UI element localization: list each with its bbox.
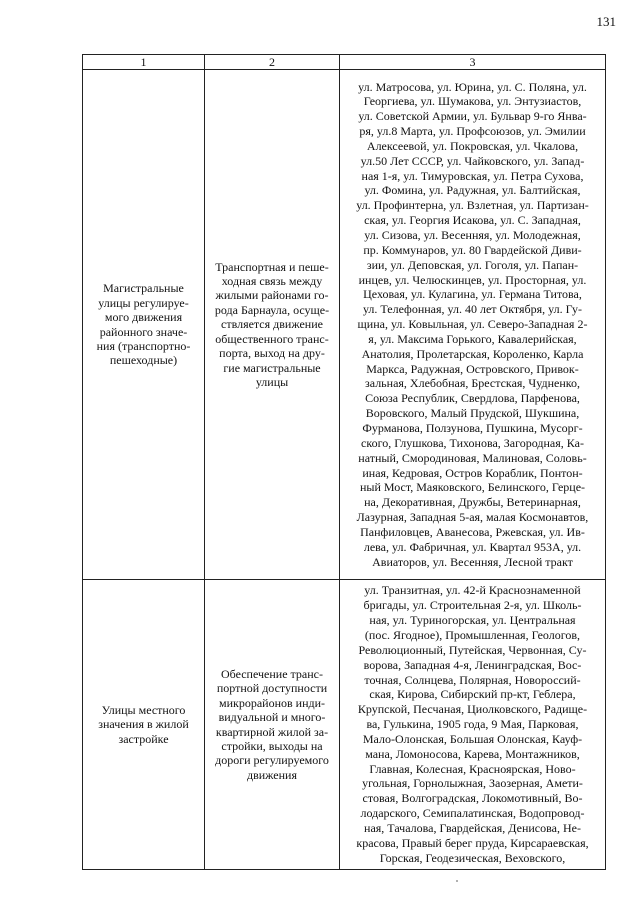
text-line: ря, ул.8 Марта, ул. Профсоюзов, ул. Эмилии xyxy=(359,124,586,139)
text-line: натный, Смородиновая, Малиновая, Соловь- xyxy=(358,450,587,465)
street-list-cell xyxy=(340,70,606,580)
text-line: Алексеевой, ул. Покровская, ул. Чкалова, xyxy=(366,138,579,153)
text-line: (пос. Ягодное), Промышленная, Геологов, xyxy=(364,628,581,643)
text-line: ствляется движение xyxy=(221,317,323,332)
text-line: лева, ул. Фабричная, ул. Квартал 953А, ул. xyxy=(363,539,582,554)
text-line: ул. Транзитная, ул. 42-й Краснознаменной xyxy=(364,583,581,598)
text-line: мана, Ломоносова, Карева, Монтажников, xyxy=(365,746,580,761)
text-line: ул. Фомина, ул. Радужная, ул. Балтийская, xyxy=(364,183,581,198)
text-line: лодарского, Семипалатинская, Водопровод- xyxy=(360,806,585,821)
text-line: стройки, выходы на xyxy=(221,738,323,753)
text-line: улицы регулируе- xyxy=(98,295,189,310)
text-line: щина, ул. Ковыльная, ул. Северо-Западная 2- xyxy=(357,317,588,332)
text-line: ул. Советской Армии, ул. Бульвар 9-го Янва- xyxy=(358,109,587,124)
text-line: ния (транспортно- xyxy=(96,338,191,353)
text-line: Фурманова, Ползунова, Пушкина, Мусорг- xyxy=(362,420,583,435)
text-line: угольная, Горнолыжная, Заозерная, Амети- xyxy=(362,776,583,791)
text-line: ского, Глушкова, Тихонова, Загородная, Ка- xyxy=(361,435,584,450)
text-line: Горская, Геодезическая, Веховского, xyxy=(379,850,566,865)
text-line: ная, Тачалова, Гвардейская, Денисова, Не- xyxy=(364,820,581,835)
text-line: пешеходные) xyxy=(109,353,178,368)
text-line: Авиаторов, ул. Весенняя, Лесной тракт xyxy=(372,554,573,569)
text-line: Обеспечение транс- xyxy=(220,666,323,681)
text-line: ная 1-я, ул. Тимуровская, ул. Петра Сухова, xyxy=(361,168,584,183)
street-category-cell xyxy=(83,70,205,580)
text-line: Магистральные xyxy=(103,281,184,296)
text-line: ный Мост, Маяковского, Белинского, Герце- xyxy=(359,480,586,495)
column-header-1: 1 xyxy=(83,55,205,70)
text-line: зии, ул. Деповская, ул. Гоголя, ул. Папан- xyxy=(366,257,579,272)
page-number: 131 xyxy=(596,14,616,29)
street-list-cell xyxy=(340,580,606,870)
text-line: ва, Гулькина, 1905 года, 9 Мая, Парковая, xyxy=(366,717,579,732)
text-line: Маркса, Радужная, Островского, Привок- xyxy=(366,361,579,376)
text-line: портной доступности xyxy=(216,681,328,696)
text-line: Воровского, Малый Прудской, Шукшина, xyxy=(365,406,580,421)
text-line: ул. Телефонная, ул. 40 лет Октября, ул. Гу- xyxy=(362,302,583,317)
text-line: ная, ул. Туриногорская, ул. Центральная xyxy=(369,613,576,628)
text-line: Цеховая, ул. Кулагина, ул. Германа Титова, xyxy=(363,287,582,302)
column-header-2: 2 xyxy=(205,55,340,70)
streets-table xyxy=(82,54,606,870)
text-line: точная, Солнцева, Полярная, Новороссий- xyxy=(364,672,581,687)
text-line: ул. Матросова, ул. Юрина, ул. С. Поляна, ул. xyxy=(358,79,587,94)
text-line: пр. Коммунаров, ул. 80 Гвардейской Диви- xyxy=(363,242,582,257)
text-line: на, Декоративная, Дружбы, Ветеринарная, xyxy=(364,495,581,510)
text-line: зальная, Хлебобная, Брестская, Чудненко, xyxy=(365,376,580,391)
text-line: ул. Профинтерна, ул. Взлетная, ул. Партизан- xyxy=(356,198,589,213)
street-purpose-cell xyxy=(205,70,340,580)
text-line: ворова, Западная 4-я, Ленинградская, Вос- xyxy=(363,657,582,672)
text-line: Панфиловцев, Аванесова, Ржевская, ул. Ив- xyxy=(360,524,585,539)
text-line: рода Барнаула, осуще- xyxy=(214,302,330,317)
text-line: Главная, Колесная, Красноярская, Ново- xyxy=(369,761,576,776)
text-line: красова, Правый берег пруда, Кирсараевская, xyxy=(356,835,589,850)
street-purpose-cell xyxy=(205,580,340,870)
text-line: дороги регулируемого xyxy=(215,753,329,768)
text-line: Анатолия, Пролетарская, Короленко, Карла xyxy=(361,346,584,361)
table-row-arterial-streets xyxy=(83,70,606,580)
street-category-cell xyxy=(83,580,205,870)
text-line: видуальной и много- xyxy=(218,710,326,725)
text-line: я, ул. Максима Горького, Кавалерийская, xyxy=(368,331,577,346)
text-line: районного значе- xyxy=(99,324,188,339)
text-line: улицы xyxy=(255,374,289,389)
text-line: ская, Кирова, Сибирский пр-кт, Геблера, xyxy=(369,687,576,702)
text-line: ходная связь между xyxy=(221,274,323,289)
text-line: Георгиева, ул. Шумакова, ул. Энтузиастов, xyxy=(363,94,582,109)
text-line: Союза Республик, Свердлова, Парфенова, xyxy=(365,391,580,406)
text-line: Крупской, Песчаная, Циолковского, Радище- xyxy=(357,702,588,717)
text-line: мого движения xyxy=(104,310,183,325)
text-line: Улицы местного xyxy=(101,702,186,717)
text-line: Революционный, Путейская, Червонная, Су- xyxy=(358,642,587,657)
column-header-3: 3 xyxy=(340,55,606,70)
text-line: бригады, ул. Строительная 2-я, ул. Школь- xyxy=(363,598,582,613)
text-line: ул.50 Лет СССР, ул. Чайковского, ул. Запад- xyxy=(360,153,585,168)
text-line: общественного транс- xyxy=(215,331,329,346)
text-line: иная, Кедровая, Остров Кораблик, Понтон- xyxy=(362,465,583,480)
text-line: движения xyxy=(246,767,297,782)
text-line: значения в жилой xyxy=(98,717,189,732)
text-line: микрорайонов инди- xyxy=(218,695,326,710)
text-line: Транспортная и пеше- xyxy=(215,259,329,274)
text-line: стовая, Волгоградская, Локомотивный, Во- xyxy=(362,791,583,806)
text-line: порта, выход на дру- xyxy=(219,346,325,361)
text-line: жилыми районами го- xyxy=(215,288,329,303)
text-line: гие магистральные xyxy=(223,360,321,375)
scan-speck xyxy=(456,880,458,882)
text-line: Лазурная, Западная 5-ая, малая Космонавтов, xyxy=(356,510,589,525)
text-line: застройке xyxy=(118,731,169,746)
text-line: ул. Сизова, ул. Весенняя, ул. Молодежная, xyxy=(364,228,581,243)
table-row-local-streets xyxy=(83,580,606,870)
text-line: инцев, ул. Челюскинцев, ул. Просторная, ул. xyxy=(358,272,587,287)
text-line: квартирной жилой за- xyxy=(215,724,329,739)
table-header-row xyxy=(83,55,606,70)
text-line: Мало-Олонская, Большая Олонская, Кауф- xyxy=(362,731,583,746)
text-line: ская, ул. Георгия Исакова, ул. С. Западная, xyxy=(364,213,581,228)
